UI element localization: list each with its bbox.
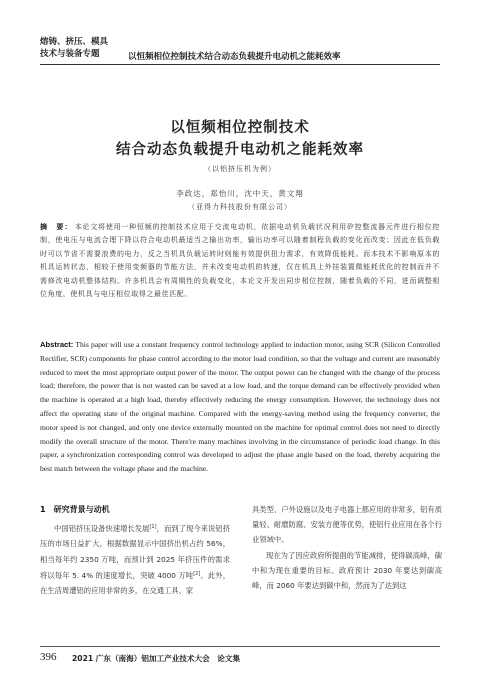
citation-ref: [2]	[193, 570, 201, 577]
paper-authors: 李政达，郑怡川，沈中天，黄文翔	[176, 189, 304, 198]
paper-title-line1: 以恒频相位控制技术	[170, 120, 310, 136]
body-column-left	[40, 502, 230, 598]
abstract-cn-label: 摘 要：	[40, 223, 73, 231]
running-title: 以恒频相位控制技术结合动态负载提升电动机之能耗效率	[128, 52, 341, 62]
section-heading: 1 研究背景与动机	[40, 505, 110, 514]
paper-subtitle: （以铝挤压机为例）	[204, 165, 276, 173]
abstract-chinese	[40, 221, 440, 301]
section-label-line1: 熔铸、挤压、模具	[40, 37, 109, 47]
conference-name: 2021 广东（南海）铝加工产业技术大会 论文集	[72, 654, 241, 663]
paper-title-line2: 结合动态负载提升电动机之能耗效率	[116, 142, 364, 158]
abstract-cn-text: 本论文将使用一种恒频的控制技术应用于交流电动机，依据电动机负载状况利用矽控整流器元件进行相位控制，使电压与电流合理下降以符合电动机最适当之输出功率，输出功率可以随着制程负载的变化而改变；因此在低负载时可以节省不需要浪费的电力，反之当机具负载运转时则能有效提供扭力需求，有效降低能耗。而本技术不影响原本的机具运转状态，相较于使用变频器的节能方法，并未改变电动机的转速，仅在机具上外挂装置微能耗优化的控制而并不需修改电动机整体结构。许多机具会有周期性的负载变化，本论文开发出同步相位控制，随着负载的不同，进而调整相位角度，使机具与电压相位取得之最佳匹配。	[40, 223, 441, 299]
body-paragraph: 现在为了因应政府所提倡的节能减排，使得碳高峰，碳中和为现在重要的目标。政府预计 2030 年要达到碳高峰，而 2060 年要达到碳中和，然而为了达到这	[252, 550, 442, 591]
paragraph-text: 中国铝挤压设备快速增长发展	[54, 524, 150, 534]
footer-rule	[40, 646, 440, 647]
body-paragraph: 具类型、户外设施以及电子电器上都应用的非常多，铝有质量轻、耐磨防腐、安装方便等优势，使铝行业应用在各个行业领域中。	[252, 505, 442, 545]
body-paragraph	[40, 520, 230, 598]
abstract-en-label: Abstract:	[40, 340, 74, 349]
abstract-english	[40, 338, 440, 476]
page-number: 396	[40, 651, 57, 663]
paragraph-text: ，而到了现今来说铝挤压的市场日益扩大，根据数据显示中国挤出机占约 56%，相当每年约 2350 万吨，而预计到 2025 年挤压件的需求将以每年 5. 4% 的速度增长，突破 4000 万吨	[40, 524, 230, 580]
header-rule	[40, 64, 440, 65]
paragraph-text: 。此外，在生活周遭铝的应用非常的多，在交通工具、家	[40, 570, 230, 596]
journal-section-label	[40, 36, 120, 60]
abstract-en-text: This paper will use a constant frequency control technology applied to induction motor, using SCR (Silicon Controlled Rectifier, SCR) components for phase control according to the motor load condition, so that the voltage and current are reasonably reduced to meet the most appropriate output power of the motor. The output power can be changed with the change of the process load; therefore, the power that is not wasted can be saved at a low load, and the torque demand can be effectively provided when the machine is operated at a high load, thereby effectively reducing the energy consumption. However, the technology does not affect the operating state of the original machine. Compared with the energy-saving method using the frequency converter, the motor speed is not changed, and only one device externally mounted on the machine for optimal control does not need to directly modify the overall structure of the motor. There're many machines involving in the circumstance of periodic load change. In this paper, a synchronization corresponding control was developed to adjust the phase angle based on the load, thereby acquiring the best match between the voltage phase and the machine.	[40, 340, 440, 474]
citation-ref: [1]	[149, 524, 157, 531]
paper-affiliation: （亚得力科技股份有限公司）	[188, 203, 292, 211]
section-label-line2: 技术与装备专题	[40, 49, 100, 59]
body-column-right	[252, 502, 442, 593]
